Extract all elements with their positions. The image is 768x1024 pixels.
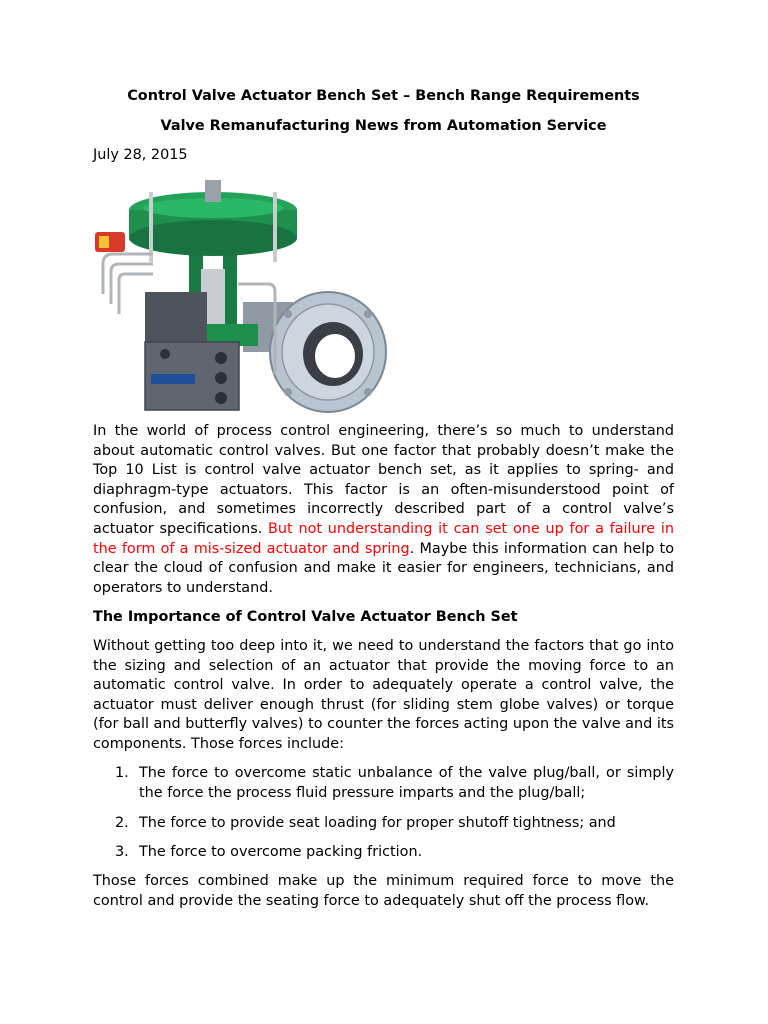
list-item-number: 1. xyxy=(115,765,129,781)
list-item-number: 2. xyxy=(115,815,129,831)
document-title: Control Valve Actuator Bench Set – Bench Range Requirements xyxy=(127,88,640,104)
control-valve-illustration xyxy=(93,174,393,416)
diaphragm-actuator xyxy=(129,180,297,262)
intro-text-after: . Maybe this information can help to clear the cloud of confusion and make it easier for engineers, technicians, and operators to understand. xyxy=(93,540,674,596)
valve-body xyxy=(243,292,386,412)
list-item-text: The force to overcome packing friction. xyxy=(139,844,423,860)
intro-text-before: In the world of process control engineering, there’s so much to understand about automatic control valves. But one factor that probably doesn’t make the Top 10 List is control valve actuator bench set, as it applies to spring- and diaphragm-type actuators. This factor is an often-misunderstood point of confusion, and sometimes incorrectly described part of a control valve’s actuator specifications. xyxy=(93,423,674,537)
forces-paragraph: Without getting too deep into it, we need to understand the factors that go into the sizing and selection of an actuator that provide the moving force to an automatic control valve. In order to adequately operate a control valve, the actuator must deliver enough thrust (for sliding stem globe valves) or torque (for ball and butterfly valves) to counter the forces acting upon the valve and its components. Those forces include: xyxy=(93,638,674,752)
publish-date: July 28, 2015 xyxy=(93,147,188,163)
section-heading: The Importance of Control Valve Actuator Bench Set xyxy=(93,609,518,625)
solenoid-valve xyxy=(95,232,125,252)
control-valve-image xyxy=(93,174,393,416)
intro-paragraph xyxy=(93,422,674,598)
closing-paragraph: Those forces combined make up the minimum required force to move the control and provide the seating force to adequately shut off the process flow. xyxy=(93,873,674,909)
intro-highlight: But not understanding it can set one up for a failure in the form of a mis-sized actuator and spring xyxy=(93,520,674,557)
list-item-text: The force to overcome static unbalance of the valve plug/ball, or simply the force the process fluid pressure imparts and the plug/ball; xyxy=(139,765,674,801)
list-item-number: 3. xyxy=(115,844,129,860)
list-item-text: The force to provide seat loading for proper shutoff tightness; and xyxy=(139,815,616,831)
document-subtitle: Valve Remanufacturing News from Automation Service xyxy=(160,118,607,134)
